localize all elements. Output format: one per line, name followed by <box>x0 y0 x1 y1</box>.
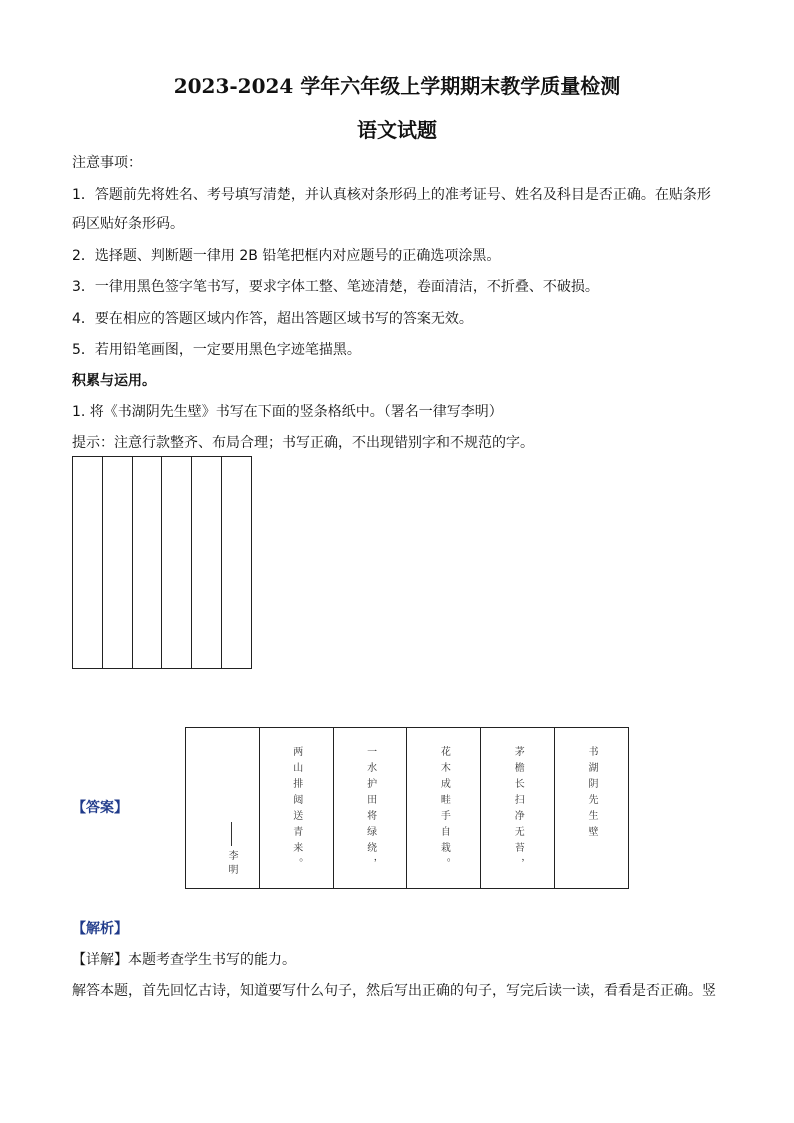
note-item-3: 3．一律用黑色签字笔书写，要求字体工整、笔迹清楚，卷面清洁，不折叠、不破损。 <box>72 279 599 295</box>
poem-line-4: 两山排闼送青来。 <box>290 746 302 874</box>
analysis-label: 【解析】 <box>72 921 128 937</box>
poem-column <box>260 728 334 888</box>
note-item-4: 4．要在相应的答题区域内作答，超出答题区域书写的答案无效。 <box>72 311 473 327</box>
exam-subtitle: 语文试题 <box>357 118 437 142</box>
grid-column <box>103 457 133 668</box>
note-item-1-line-1: 1．答题前先将姓名、考号填写清楚，并认真核对条形码上的准考证号、姓名及科目是否正确。在贴条形 <box>72 187 711 203</box>
grid-column <box>222 457 251 668</box>
notes-heading: 注意事项： <box>72 155 142 171</box>
poem-column <box>407 728 481 888</box>
poem-title: 书湖阴先生壁 <box>586 746 598 842</box>
answer-label: 【答案】 <box>72 800 128 816</box>
analysis-detail: 【详解】本题考查学生书写的能力。 <box>72 952 296 968</box>
poem-column <box>334 728 408 888</box>
poem-line-3: 一水护田将绿绕， <box>364 746 376 874</box>
note-item-5: 5．若用铅笔画图，一定要用黑色字迹笔描黑。 <box>72 342 361 358</box>
answer-poem-grid <box>185 727 629 889</box>
signature-block <box>224 822 239 878</box>
note-item-2: 2．选择题、判断题一律用 2B 铅笔把框内对应题号的正确选项涂黑。 <box>72 248 501 264</box>
grid-column <box>192 457 222 668</box>
signature-dash <box>231 822 232 846</box>
grid-column <box>162 457 192 668</box>
poem-title-column <box>555 728 628 888</box>
grid-column <box>133 457 163 668</box>
poem-line-2: 花木成畦手自栽。 <box>438 746 450 874</box>
section-heading: 积累与运用。 <box>72 373 156 389</box>
poem-line-1: 茅檐长扫净无苔， <box>512 746 524 874</box>
signature-column <box>186 728 260 888</box>
question-1-prompt: 1. 将《书湖阴先生壁》书写在下面的竖条格纸中。（署名一律写李明） <box>72 404 503 420</box>
signature-name: 李明 <box>226 850 237 878</box>
question-1-hint: 提示：注意行款整齐、布局合理；书写正确，不出现错别字和不规范的字。 <box>72 435 534 451</box>
exam-title: 2023-2024 学年六年级上学期期末教学质量检测 <box>173 74 621 98</box>
blank-writing-grid <box>72 456 252 669</box>
note-item-1-line-2: 码区贴好条形码。 <box>72 216 184 232</box>
analysis-body: 解答本题，首先回忆古诗，知道要写什么句子，然后写出正确的句子，写完后读一读，看看是否正确。竖 <box>72 983 716 999</box>
grid-column <box>73 457 103 668</box>
poem-column <box>481 728 555 888</box>
